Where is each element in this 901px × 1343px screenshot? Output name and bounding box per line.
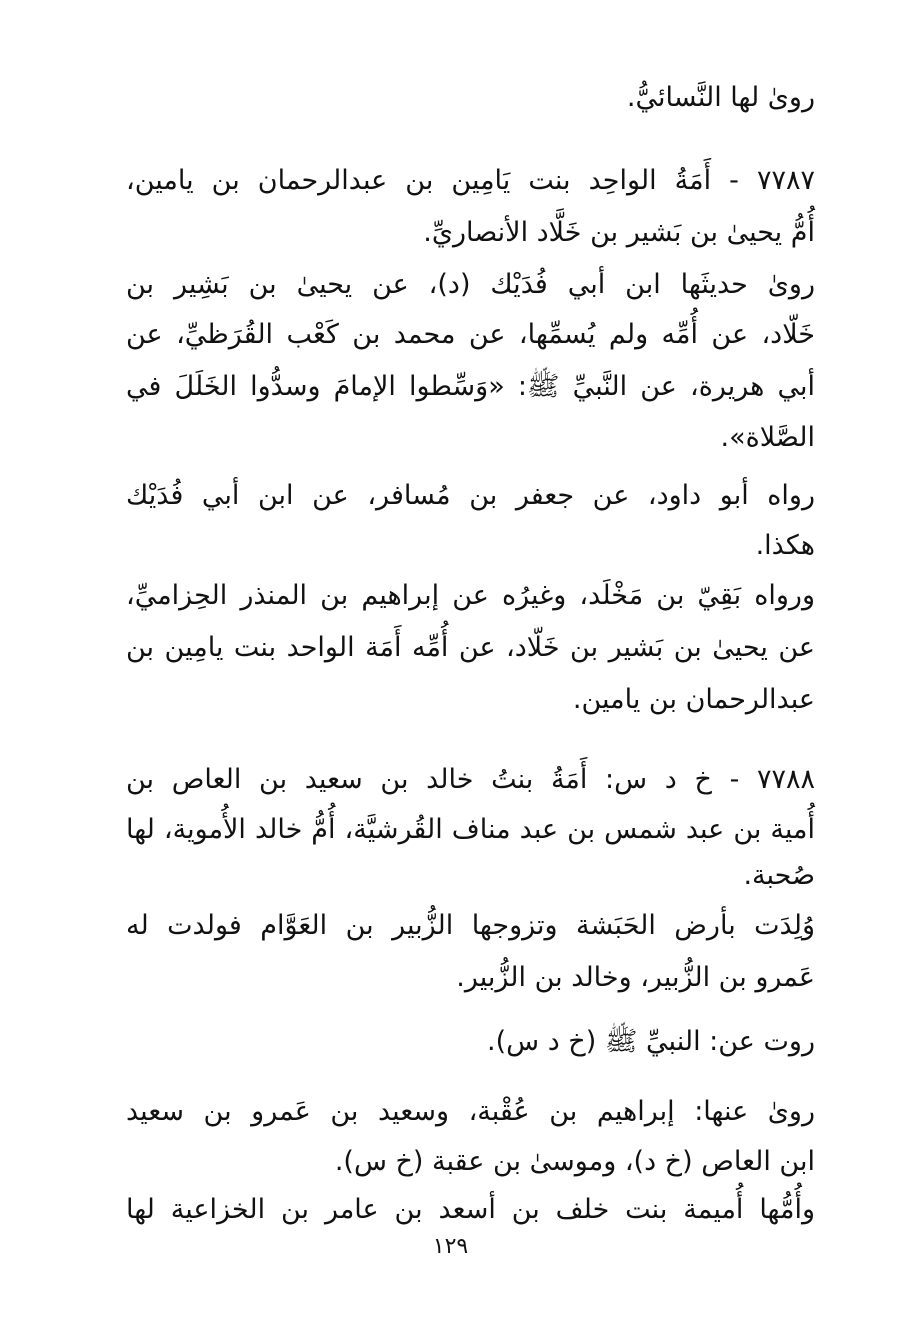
text-line: أُمية بن عبد شمس بن عبد مناف القُرشيَّة، أُمُّ خالد الأُموية، لها bbox=[126, 814, 815, 845]
entry-heading-7787: ٧٧٨٧ - أَمَةُ الواحِد بنت يَامِين بن عبدالرحمان بن يامين، bbox=[126, 165, 815, 196]
page-number: ١٢٩ bbox=[432, 1234, 469, 1259]
text-line: عن يحيىٰ بن بَشير بن خَلّاد، عن أُمِّه أَمَة الواحد بنت يامِين بن bbox=[126, 632, 815, 663]
text-line: الصَّلاة». bbox=[720, 422, 815, 453]
narrated-from-line: روت عن: النبيِّ ﷺ (خ د س). bbox=[487, 1026, 815, 1057]
text-line: عَمرو بن الزُّبير، وخالد بن الزُّبير. bbox=[456, 962, 815, 993]
text-line: ورواه بَقِيّ بن مَخْلَد، وغيرُه عن إبراهيم بن المنذر الحِزاميِّ، bbox=[126, 580, 815, 611]
text-line: هكذا. bbox=[755, 530, 815, 561]
text-line: أبي هريرة، عن النَّبيِّ ﷺ: «وَسِّطوا الإمامَ وسدُّوا الخَلَلَ في bbox=[126, 371, 815, 402]
text-line: صُحبة. bbox=[743, 860, 815, 891]
text-line: رویٰ لها النَّسائيُّ. bbox=[626, 82, 815, 113]
text-line: وأُمُّها أُميمة بنت خلف بن أسعد بن عامر بن الخزاعية لها bbox=[126, 1194, 815, 1225]
text-line: وُلِدَت بأرض الحَبَشة وتزوجها الزُّبير بن العَوَّام فولدت له bbox=[126, 910, 815, 941]
text-line: خَلّاد، عن أُمِّه ولم يُسمِّها، عن محمد بن كَعْب القُرَظيِّ، عن bbox=[126, 319, 815, 350]
text-line: رواه أبو داود، عن جعفر بن مُسافر، عن ابن أبي فُدَيْك bbox=[126, 480, 815, 511]
text-line: عبدالرحمان بن يامين. bbox=[572, 684, 815, 715]
text-line: ابن العاص (خ د)، وموسیٰ بن عقبة (خ س). bbox=[334, 1146, 815, 1177]
text-line: رویٰ حديثَها ابن أبي فُدَيْك (د)، عن يحيىٰ بن بَشِير بن bbox=[126, 269, 815, 300]
entry-heading-7788: ٧٧٨٨ - خ د س: أَمَةُ بنتُ خالد بن سعيد بن العاص بن bbox=[126, 764, 815, 795]
narrated-by-line: رویٰ عنها: إبراهيم بن عُقْبة، وسعيد بن عَمرو بن سعيد bbox=[126, 1096, 815, 1127]
text-line: أُمُّ يحيىٰ بن بَشير بن خَلَّاد الأنصاريِّ. bbox=[423, 217, 815, 248]
